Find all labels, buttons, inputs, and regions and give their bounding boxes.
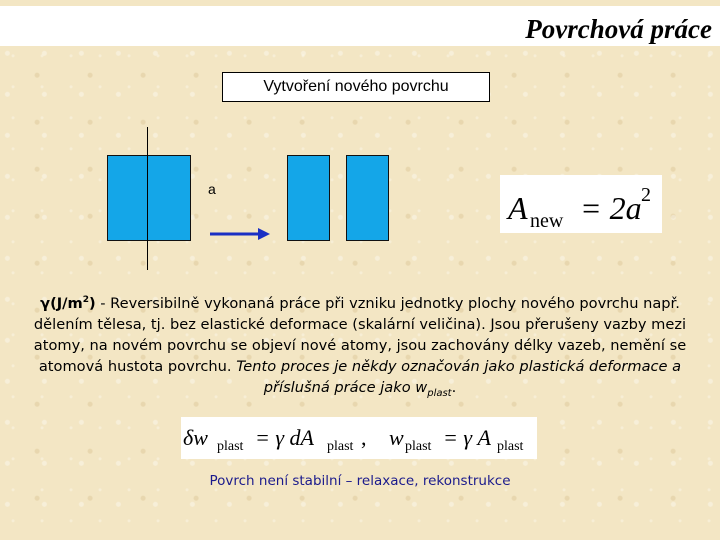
formula-plast [181,417,537,459]
block-split-right [346,155,389,241]
slide-title: Povrchová práce [525,14,712,44]
block-whole [107,155,191,241]
formula-new-area [500,175,662,233]
formula-plast-left-sub: plast [217,439,244,454]
formula-lhs-sub: new [530,210,564,232]
diagram-label-a: a [208,181,216,197]
formula-plast-left-rhs: = γ dA [255,425,314,450]
formula-rhs: = 2a [580,190,642,226]
formula-plast-right-rhs: = γ A [443,425,491,450]
formula-plast-right: w [389,425,404,450]
definition-italic-text: Tento proces je někdy označován jako plastická deformace a příslušná práce jako w [236,357,682,396]
w-plast-subscript: plast [427,387,452,399]
definition-paragraph [28,290,692,404]
formula-plast-sep: , [361,425,367,450]
formula-plast-left: δw [183,425,208,450]
gamma-symbol: $\gamma(J/m^2)$ [40,294,96,312]
formula-plast-right-rhs-sub: plast [497,439,524,454]
block-split-left [287,155,330,241]
arrow-right-icon [210,226,272,242]
title-bar [0,6,720,46]
formula-plast-left-rhs-sub: plast [327,439,354,454]
footer-note: Povrch není stabilní – relaxace, rekonstrukce [209,473,511,489]
definition-text: - Reversibilně vykonaná práce při vzniku jednotky plochy nového povrchu např. dělením tělesa, tj. bez elastické deformace (skalární veličina). Jsou přerušeny vazby mezi atomy, na novém povrchu se objeví nové atomy, jsou zachovány délky vazeb, nemění se atomová hustota povrchu. [33,294,687,375]
section-header-box: Vytvoření nového povrchu [222,72,490,102]
formula-lhs: A [508,190,528,226]
formula-rhs-sup: 2 [641,184,651,206]
formula-plast-right-sub: plast [405,439,432,454]
cut-line [147,127,148,270]
definition-end: . [451,378,457,396]
